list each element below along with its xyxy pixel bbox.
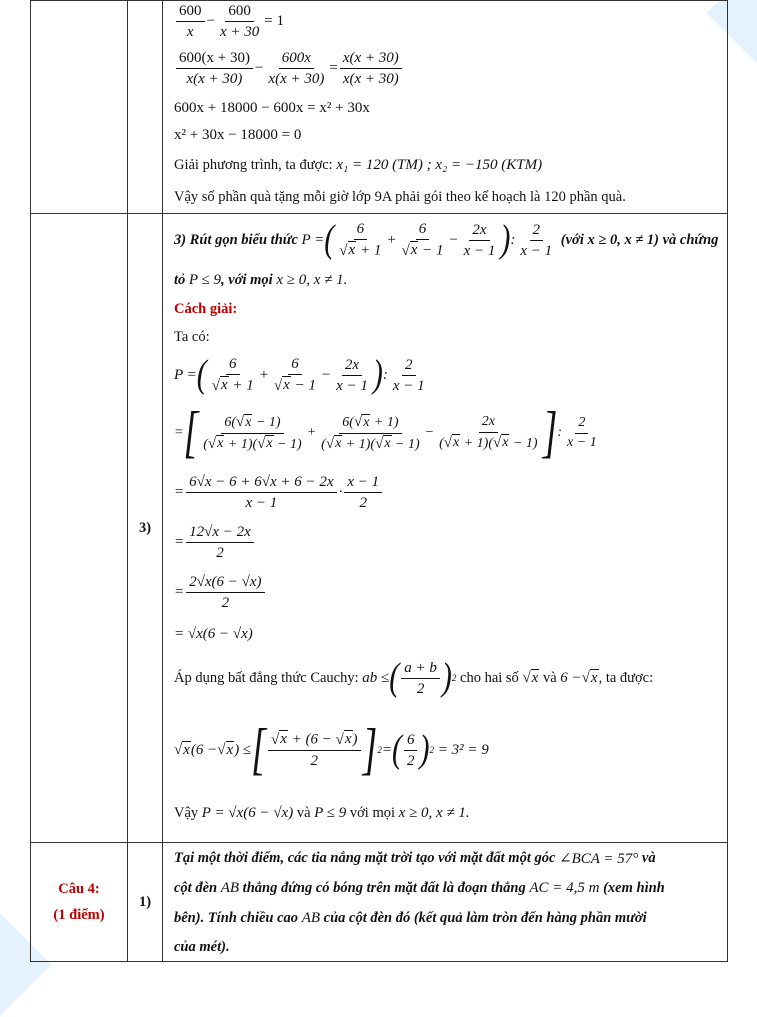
table-row	[31, 843, 728, 962]
equation-line: 600x + 18000 − 600x = x² + 30x	[174, 99, 370, 116]
cauchy-line: Áp dụng bất đẳng thức Cauchy: ab ≤ ( a + b 2 ) 2 cho hai số √ x và 6 − √ x , ta được:	[174, 655, 654, 699]
inequality-line: √ x (6 − √ x ) ≤ [ √ x + (6 − √ x ) 2 ] 2 = ( 6 2 ) 2 = 3² = 9	[174, 718, 489, 782]
problem-expression: P = ( 6 √ x + 1 + 6 √ x − 1 − 2x x − 1 ) : 2 x − 1	[301, 217, 553, 261]
step-1: P = ( 6 √ x + 1 + 6 √ x − 1 − 2x x − 1 ) : 2 x − 1	[174, 352, 425, 396]
solution-line: Giải phương trình, ta được: x₁ = 120 (TM) ; x₂ = −150 (KTM)	[174, 156, 543, 173]
question-label: Câu 4: (1 điểm)	[31, 843, 128, 962]
step-3: = 6√x − 6 + 6√x + 6 − 2x x − 1 · x − 1 2	[174, 466, 723, 518]
problem-statement: 3) Rút gọn biểu thức P = ( 6 √ x + 1 + 6 √ x − 1 − 2x x − 1 ) : 2 x − 1 (với x ≥ 0, x ≠ 1) và chứng	[174, 217, 719, 261]
content-cell	[163, 843, 728, 962]
table-row	[31, 214, 728, 843]
intro-line: Ta có:	[174, 328, 210, 345]
problem-statement-line2: tỏ P ≤ 9 , với mọi x ≥ 0, x ≠ 1.	[174, 271, 348, 288]
content-cell	[163, 214, 728, 843]
content-cell	[163, 1, 728, 214]
step-6: = √x(6 − √x)	[174, 625, 253, 642]
part-label: 1)	[128, 843, 163, 962]
question-cell	[31, 214, 128, 843]
problem-line: cột đèn AB thẳng đứng có bóng trên mặt đất là đoạn thẳng AC = 4,5 m (xem hình	[174, 879, 665, 896]
problem-line: bên). Tính chiều cao AB của cột đèn đó (kết quả làm tròn đến hàng phần mười	[174, 909, 647, 926]
equation-line: 600(x + 30) x(x + 30) − $\frac{600x}{x(x + 30)}$ = $\frac{x(x + 30)}{x(x + 30)}$	[174, 41, 723, 95]
part-cell	[128, 1, 163, 214]
table-row	[31, 1, 728, 214]
equation-line: 600 x − $\frac{600}{x + 30}$ = 1	[174, 1, 723, 41]
solution-table	[30, 0, 728, 962]
step-5: = 2√x(6 − √x) 2	[174, 566, 723, 618]
question-cell	[31, 1, 128, 214]
part-label: 3)	[128, 214, 163, 843]
final-line: Vậy P = √x(6 − √x) và P ≤ 9 với mọi x ≥ 0, x ≠ 1.	[174, 804, 470, 821]
equation-line: x² + 30x − 18000 = 0	[174, 126, 302, 143]
step-2: = [ 6( √ x − 1) ( √ x + 1)( √ x − 1) + 6( √ x + 1) ( √ x + 1)( √ x − 1) − 2x ( √ x + 1)( √ x − 1) ] : 2 x − 1	[174, 401, 597, 465]
conclusion-line: Vậy số phần quà tặng mỗi giờ lớp 9A phải gói theo kế hoạch là 120 phần quà.	[174, 188, 626, 205]
problem-line: của mét).	[174, 938, 230, 955]
problem-line: Tại một thời điểm, các tia nắng mặt trời tạo với mặt đất một góc ∠BCA = 57° và	[174, 849, 656, 867]
step-4: = 12√x − 2x 2	[174, 518, 723, 566]
method-label: Cách giải:	[174, 300, 238, 317]
